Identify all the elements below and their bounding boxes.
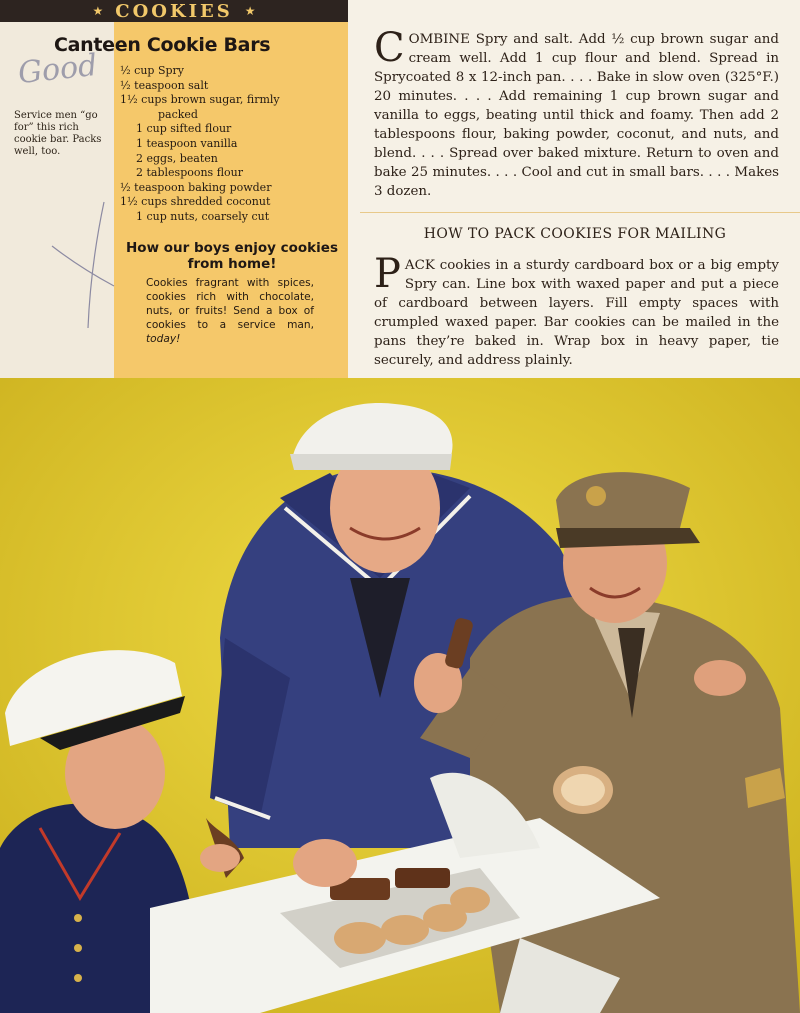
boys-heading: How our boys enjoy cookies from home! <box>126 240 338 272</box>
ingredient-item: ½ teaspoon baking powder <box>120 180 272 194</box>
directions-dropcap: C <box>374 25 405 71</box>
ingredient-item: 1½ cups shredded coconut <box>120 195 271 209</box>
section-divider <box>360 212 800 213</box>
pencil-x-mark <box>30 200 120 330</box>
star-icon: ★ <box>244 4 256 18</box>
boys-text <box>146 276 314 346</box>
ingredient-item: 1½ cups brown sugar, firmly <box>120 93 280 107</box>
recipe-directions <box>374 25 779 201</box>
recipe-title: Canteen Cookie Bars <box>54 34 271 56</box>
packing-instructions <box>374 251 779 370</box>
packing-heading: HOW TO PACK COOKIES FOR MAILING <box>423 226 727 242</box>
handwritten-note: Good <box>16 47 99 92</box>
packing-dropcap: P <box>374 251 401 297</box>
ingredient-item: 2 tablespoons flour <box>136 166 244 180</box>
ingredient-item: packed <box>158 107 198 121</box>
boys-text-main: Cookies fragrant with spices, cookies rich with chocolate, nuts, or fruits! Send a box of cookies to a service man, <box>146 277 314 331</box>
section-banner <box>0 0 348 22</box>
ingredient-item: 1 cup sifted flour <box>136 122 232 136</box>
directions-text: OMBINE Spry and salt. Add ½ cup brown sugar and cream well. Add 1 cup flour and blend. Spread in Sprycoated 8 x 12-inch pan. . . . Bake in slow oven (325°F.) 20 minutes. . . . Add remaining 1 cup brown sugar and vanilla to eggs, beating until thick and foamy. Then add 2 tablespoons flour, baking powder, coconut, and nuts, and blend. . . . Spread over baked mixture. Return to oven and bake 25 minutes. . . . Cool and cut in small bars. . . . Makes 3 dozen. <box>374 32 779 199</box>
ingredient-item: ½ cup Spry <box>120 64 184 77</box>
ingredient-item: 1 cup nuts, coarsely cut <box>136 209 270 223</box>
ingredient-item: 2 eggs, beaten <box>136 151 218 165</box>
boys-text-emphasis: today! <box>146 333 181 345</box>
packing-text: ACK cookies in a sturdy cardboard box or a big empty Spry can. Line box with waxed paper and put a piece of cardboard between layers. Fill empty spaces with crumpled waxed paper. Bar cookies can be mailed in the pans they’re baked in. Wrap box in heavy paper, tie securely, and address plainly. <box>374 258 779 368</box>
section-title: COOKIES <box>115 0 233 22</box>
star-icon: ★ <box>92 4 104 18</box>
illustration-art <box>0 378 800 1013</box>
ingredient-item: ½ teaspoon salt <box>120 78 209 92</box>
ingredient-item: 1 teaspoon vanilla <box>136 136 238 150</box>
ingredient-list <box>120 64 344 225</box>
servicemen-illustration <box>0 378 800 1013</box>
recipe-side-note: Service men “go for” this rich cookie bar. Packs well, too. <box>14 110 102 157</box>
